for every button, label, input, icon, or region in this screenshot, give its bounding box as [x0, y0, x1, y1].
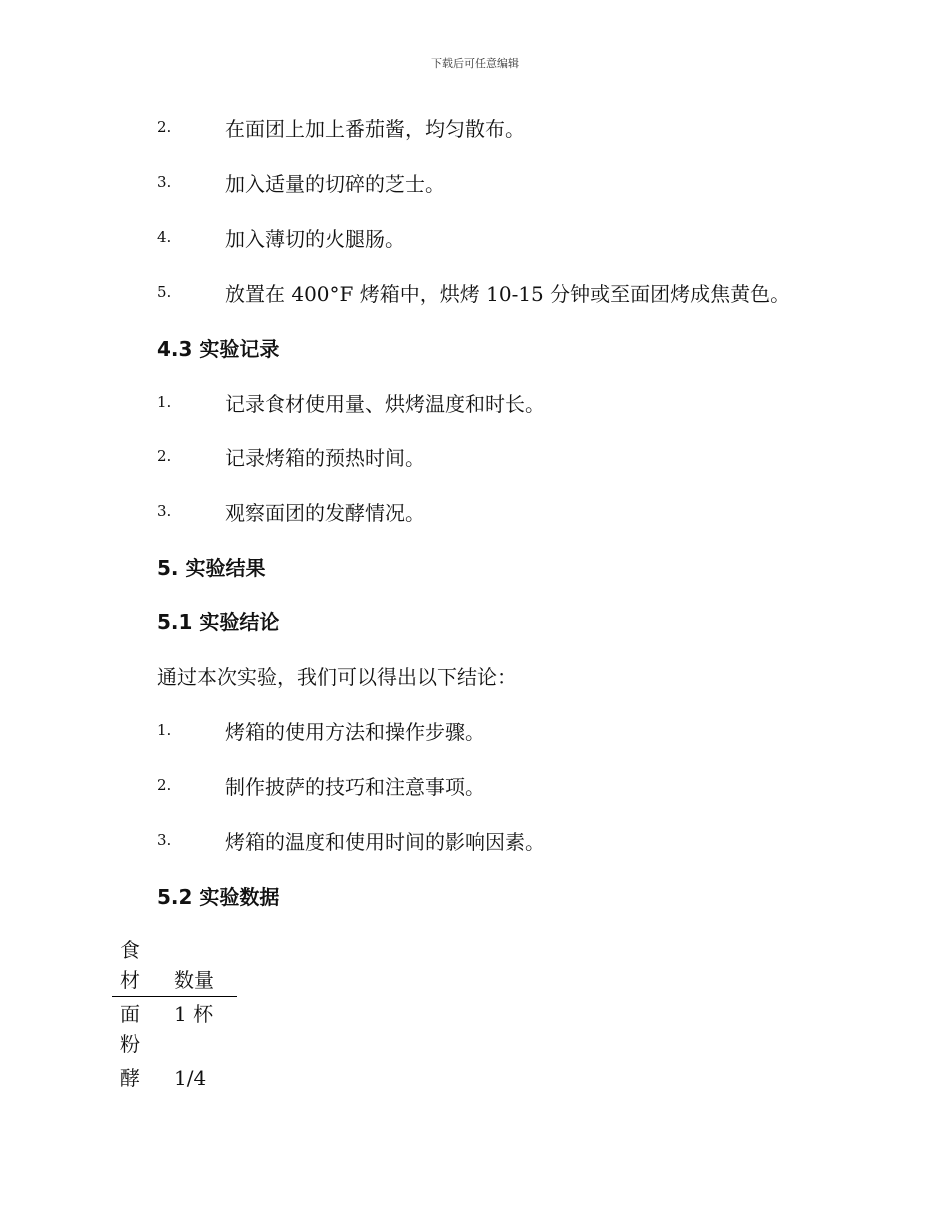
step-text: 记录食材使用量、烘烤温度和时长。 [225, 392, 545, 416]
table-header-quantity: 数量 [174, 968, 214, 992]
table-cell-quantity: 1/4 [174, 1066, 207, 1090]
conclusion-intro: 通过本次实验，我们可以得出以下结论： [157, 665, 517, 689]
step-number: 3. [157, 502, 172, 520]
step-number: 1. [157, 393, 172, 411]
table-cell-quantity: 1 杯 [174, 1002, 214, 1026]
conclusion-text: 烤箱的温度和使用时间的影响因素。 [225, 830, 545, 854]
table-header-ingredient: 食材 [120, 938, 140, 992]
step-number: 3. [157, 173, 172, 191]
conclusion-text: 烤箱的使用方法和操作步骤。 [225, 720, 485, 744]
step-text: 观察面团的发酵情况。 [225, 501, 425, 525]
table-cell-ingredient: 酵 [120, 1066, 140, 1090]
step-number: 2. [157, 447, 172, 465]
table-cell-ingredient: 面粉 [120, 1002, 140, 1056]
table-header-rule [112, 996, 237, 997]
conclusion-number: 2. [157, 776, 172, 794]
heading-5-1: 5.1 实验结论 [157, 610, 280, 634]
page-header: 下载后可任意编辑 [431, 57, 519, 70]
step-number: 2. [157, 118, 172, 136]
step-text: 记录烤箱的预热时间。 [225, 446, 425, 470]
conclusion-number: 1. [157, 721, 172, 739]
conclusion-text: 制作披萨的技巧和注意事项。 [225, 775, 485, 799]
step-text: 在面团上加上番茄酱，均匀散布。 [225, 117, 525, 141]
step-text: 加入适量的切碎的芝士。 [225, 172, 445, 196]
step-text: 放置在 400°F 烤箱中，烘烤 10-15 分钟或至面团烤成焦黄色。 [225, 282, 791, 306]
heading-5-2: 5.2 实验数据 [157, 885, 280, 909]
heading-4-3: 4.3 实验记录 [157, 337, 280, 361]
step-number: 4. [157, 228, 172, 246]
heading-5: 5. 实验结果 [157, 556, 266, 580]
step-text: 加入薄切的火腿肠。 [225, 227, 405, 251]
conclusion-number: 3. [157, 831, 172, 849]
step-number: 5. [157, 283, 172, 301]
